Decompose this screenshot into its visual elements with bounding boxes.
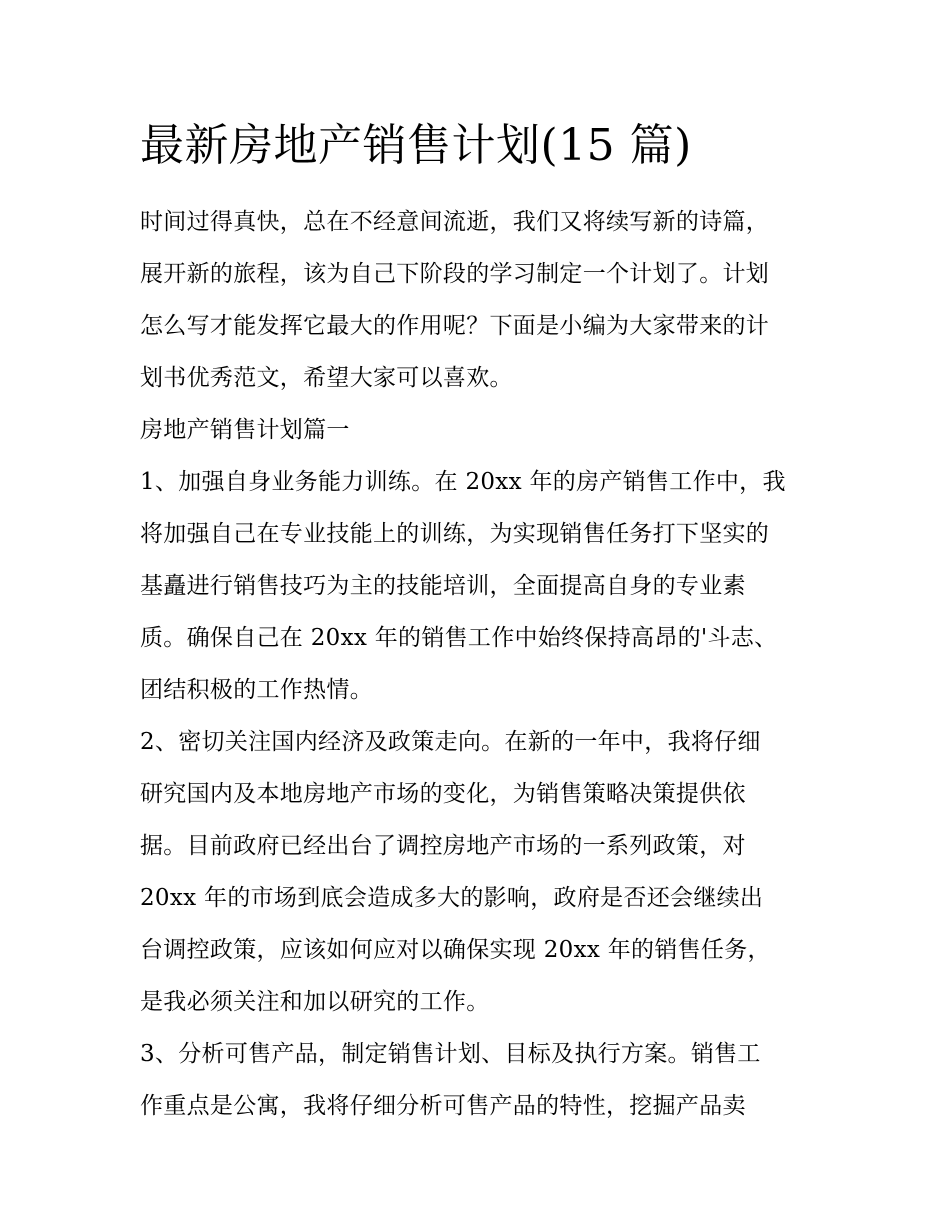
paragraph-line: 质。确保自己在 20xx 年的销售工作中始终保持高昂的'斗志、: [140, 625, 778, 651]
paragraph-line: 作重点是公寓，我将仔细分析可售产品的特性，挖掘产品卖: [140, 1093, 746, 1119]
paragraph-line: 是我必须关注和加以研究的工作。: [140, 989, 490, 1015]
paragraph-line: 2、密切关注国内经济及政策走向。在新的一年中，我将仔细: [140, 729, 761, 755]
paragraph-line: 展开新的旅程，该为自己下阶段的学习制定一个计划了。计划: [140, 261, 770, 287]
paragraph-line: 研究国内及本地房地产市场的变化，为销售策略决策提供依: [140, 781, 746, 807]
paragraph-line: 团结积极的工作热情。: [140, 677, 373, 703]
paragraph-line: 怎么写才能发挥它最大的作用呢？下面是小编为大家带来的计: [140, 313, 770, 339]
paragraph-line: 据。目前政府已经出台了调控房地产市场的一系列政策，对: [140, 833, 746, 859]
paragraph-line: 基矗进行销售技巧为主的技能培训，全面提高自身的专业素: [140, 573, 746, 599]
paragraph-line: 3、分析可售产品，制定销售计划、目标及执行方案。销售工: [140, 1041, 761, 1067]
paragraph-line: 时间过得真快，总在不经意间流逝，我们又将续写新的诗篇，: [140, 209, 770, 235]
document-body: [140, 196, 820, 1132]
section-heading: 房地产销售计划篇一: [140, 417, 350, 443]
paragraph-line: 台调控政策，应该如何应对以确保实现 20xx 年的销售任务，: [140, 937, 771, 963]
paragraph-line: 划书优秀范文，希望大家可以喜欢。: [140, 365, 513, 391]
paragraph-line: 1、加强自身业务能力训练。在 20xx 年的房产销售工作中，我: [140, 469, 786, 495]
paragraph-line: 20xx 年的市场到底会造成多大的影响，政府是否还会继续出: [140, 885, 764, 911]
paragraph-line: 将加强自己在专业技能上的训练，为实现销售任务打下坚实的: [140, 521, 770, 547]
document-title: 最新房地产销售计划(15 篇): [140, 120, 692, 171]
